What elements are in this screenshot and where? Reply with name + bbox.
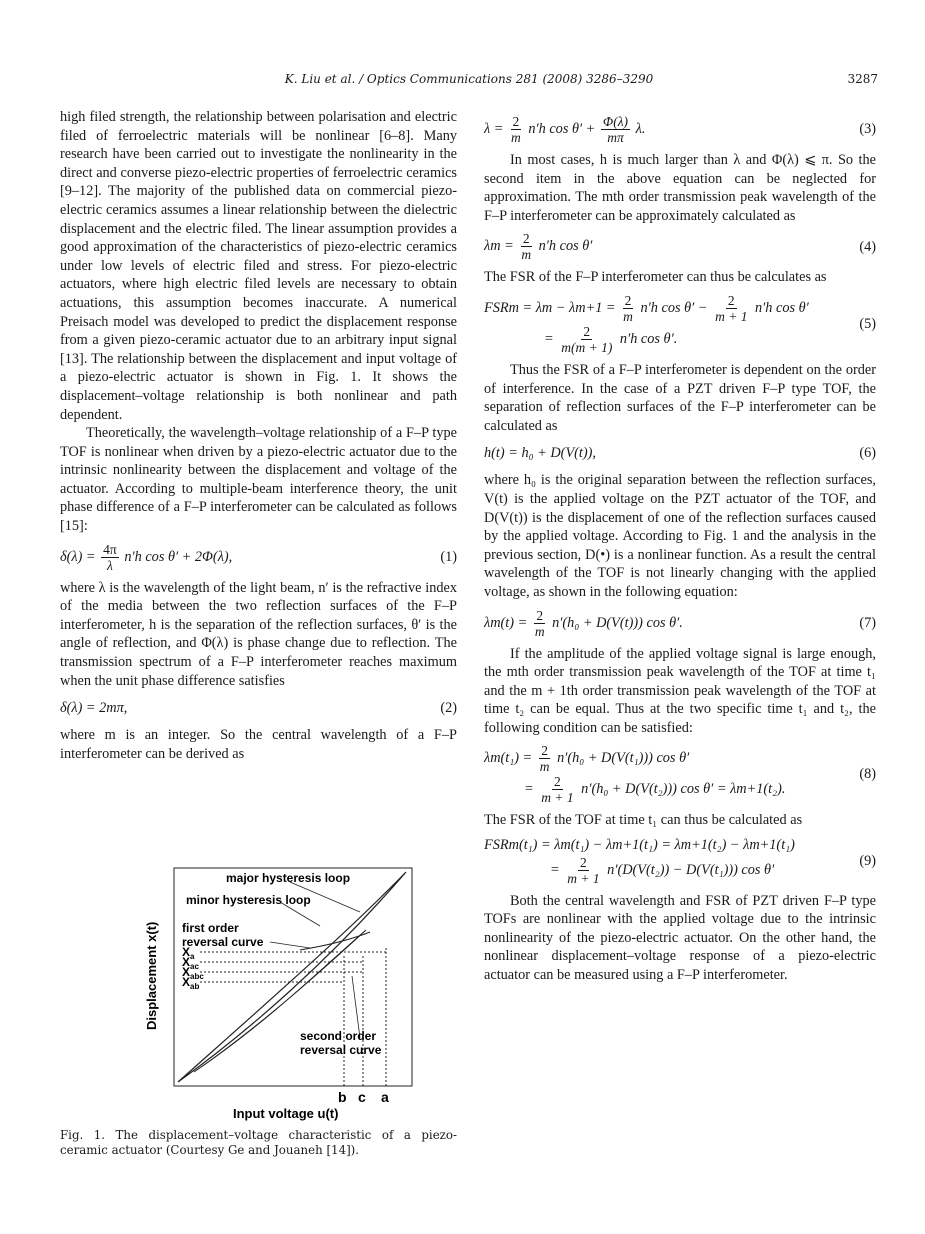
tick-c: c: [358, 1089, 366, 1105]
equation-number: (7): [859, 614, 876, 631]
equation-number: (2): [440, 699, 457, 716]
equation-number: (9): [859, 852, 876, 869]
running-head: K. Liu et al. / Optics Communications 281 (2008) 3286–3290: [284, 72, 654, 86]
paragraph-separation: where h₀ is the original separation between the reflection surfaces, V(t) is the applied voltage on the PZT actuator of the TOF, and D(V(t)) is the displacement of one of the reflection surfaces caused by the applied voltage. According to Fig. 1 and the analysis in the previous section, D(•) is a nonlinear function. As a result the central wavelength of the TOF is not linearly changing with the applied voltage, as shown in the following equation:: [484, 472, 876, 600]
y-axis-label: Displacement x(t): [144, 921, 159, 1030]
equation-number: (4): [859, 238, 876, 255]
tick-b: b: [338, 1089, 347, 1105]
svg-text:Xac: $X_{ac}$: [182, 955, 199, 971]
x-axis-label: Input voltage u(t): [233, 1106, 339, 1121]
equation-number: (8): [859, 766, 876, 783]
figure-caption: Fig. 1. The displacement–voltage characteristic of a piezo-ceramic actuator (Courtesy Ge and Jouaneh [14]).: [60, 1128, 457, 1157]
paragraph-approximation: In most cases, h is much larger than λ and Φ(λ) ⩽ π. So the second item in the above equation can be neglected for approximation. The mth order transmission peak wavelength of the F–P interferometer can be approximately calculated as: [484, 152, 876, 224]
equation-number: (3): [859, 121, 876, 138]
left-column: [60, 108, 457, 763]
paragraph-fsr: The FSR of the F–P interferometer can thus be calculates as: [484, 269, 827, 286]
paragraph-theory: Theoretically, the wavelength–voltage relationship of a F–P type TOF is nonlinear when driven by a piezo-electric actuator due to the intrinsic nonlinearity between the displacement and voltage of the actuator. According to multiple-beam interference theory, the unit phase difference of a F–P interferometer can be calculated as follows [15]:: [60, 425, 457, 535]
equation-7: λm(t) = $\frac{2}{m}$ n′(h₀ + D(V(t))) cos θ′. (7): [484, 607, 876, 639]
paragraph-nonlinearity: high filed strength, the relationship between polarisation and electric filed of ferroelectric materials will be nonlinear [6–8]. Many research have been carried out to investigate the nonlinearity in the direct and converse piezo-electric properties of ferroelectric ceramics [9–12]. The majority of the published data on commercial piezo-electric ceramics assumes a linear relationship between the dielectric displacement and the electric filed. The linear assumption provides a good approximation of the characteristics of piezo-electric ceramics under low levels of electric filed and stress. For piezo-electric actuators, where high electric filed levels are necessary to obtain actuations, this assumption becomes inaccurate. A numerical Preisach model was developed to predict the displacement response from a given piezo-ceramic actuator due to an arbitrary input signal [13]. The relationship between the displacement and input voltage of a piezo-electric actuator is shown in Fig. 1. It shows the displacement–voltage relationship is both nonlinear and path dependent.: [60, 109, 457, 423]
equation-number: (5): [859, 315, 876, 332]
equation-5: FSRm = λm − λm+1 = $\frac{2}{m}$ n′h cos θ′ − $\frac{2}{m + 1}$ n′h cos θ′ = $\frac{2}{m(m + 1)}$ n′h cos θ′. (5): [484, 292, 876, 355]
label-first-2: reversal curve: [182, 935, 264, 949]
paragraph-conclusion: Both the central wavelength and FSR of PZT driven F–P type TOFs are nonlinear with the applied voltage due to the intrinsic nonlinearity of the piezo-electric actuator. On the other hand, the nonlinear displacement–voltage response of a piezo-electric actuator can be measured using a F–P interferometer.: [484, 892, 876, 984]
label-second: second order: [300, 1029, 377, 1043]
equation-3: λ = $\frac{2}{m}$ n′h cos θ′ + $\frac{\Phi(\lambda)}{m\pi}$ λ. (3): [484, 114, 876, 145]
tick-a: a: [381, 1089, 389, 1105]
paragraph-integer: where m is an integer. So the central wavelength of a F–P interferometer can be derived as: [60, 727, 457, 762]
svg-text:Xa: $X_a$: [182, 945, 195, 961]
paragraph-order: Thus the FSR of a F–P interferometer is dependent on the order of interference. In the case of a PZT driven F–P type TOF, the separation of reflection surfaces of the F–P interferometer can be calculated as: [484, 361, 876, 434]
running-header: [60, 72, 878, 90]
paragraph-variables: where λ is the wavelength of the light beam, n′ is the refractive index of the media between the two reflection surfaces of the F–P interferometer, h is the separation of the reflection surfaces, θ′ is the angle of reflection, and Φ(λ) is phase change due to reflection. The transmission spectrum of a F–P interferometer reaches maximum when the unit phase difference satisfies: [60, 579, 457, 689]
right-column: [484, 108, 876, 985]
equation-number: (1): [440, 548, 457, 565]
equation-6: h(t) = h₀ + D(V(t)), (6): [484, 445, 876, 462]
label-second-2: reversal curve: [300, 1043, 382, 1057]
equation-1: δ(λ) = $\frac{4\pi}{\lambda}$ n′h cos θ′ + 2Φ(λ), (1): [60, 541, 457, 573]
svg-text:Xabc: $X_{abc}$: [182, 965, 204, 981]
equation-number: (6): [859, 445, 876, 462]
equation-4: λm = $\frac{2}{m}$ n′h cos θ′ (4): [484, 231, 876, 263]
paragraph-fsr-time: The FSR of the TOF at time t₁ can thus be calculated as: [484, 812, 803, 829]
hysteresis-chart: [130, 860, 430, 1122]
figure-1: [60, 860, 457, 1158]
paragraph-amplitude: If the amplitude of the applied voltage signal is large enough, the mth order transmission peak wavelength of the TOF at time t₁ and the m + 1th order transmission peak wavelength of the TOF at time t₂ can be equal. Thus at the two specific time t₁ and t₂, the following condition can be satisfied:: [484, 645, 876, 736]
page-number: 3287: [847, 72, 878, 86]
label-major: major hysteresis loop: [226, 871, 351, 885]
label-minor: minor hysteresis loop: [186, 893, 311, 907]
svg-text:Xab: $X_{ab}$: [182, 975, 200, 991]
pointer-first: [270, 942, 310, 948]
equation-8: λm(t₁) = $\frac{2}{m}$ n′(h₀ + D(V(t₁))) cos θ′ = $\frac{2}{m + 1}$ n′(h₀ + D(V(t₂))) cos θ′ = λm+1(t₂). (8): [484, 743, 876, 806]
label-first: first order: [182, 921, 239, 935]
equation-9: FSRm(t₁) = λm(t₁) − λm+1(t₁) = λm+1(t₂) − λm+1(t₁) = $\frac{2}{m + 1}$ n′(D(V(t₂)) − D(V(t₁))) cos θ′ (9): [484, 837, 876, 886]
equation-2: δ(λ) = 2mπ, (2): [60, 699, 457, 716]
